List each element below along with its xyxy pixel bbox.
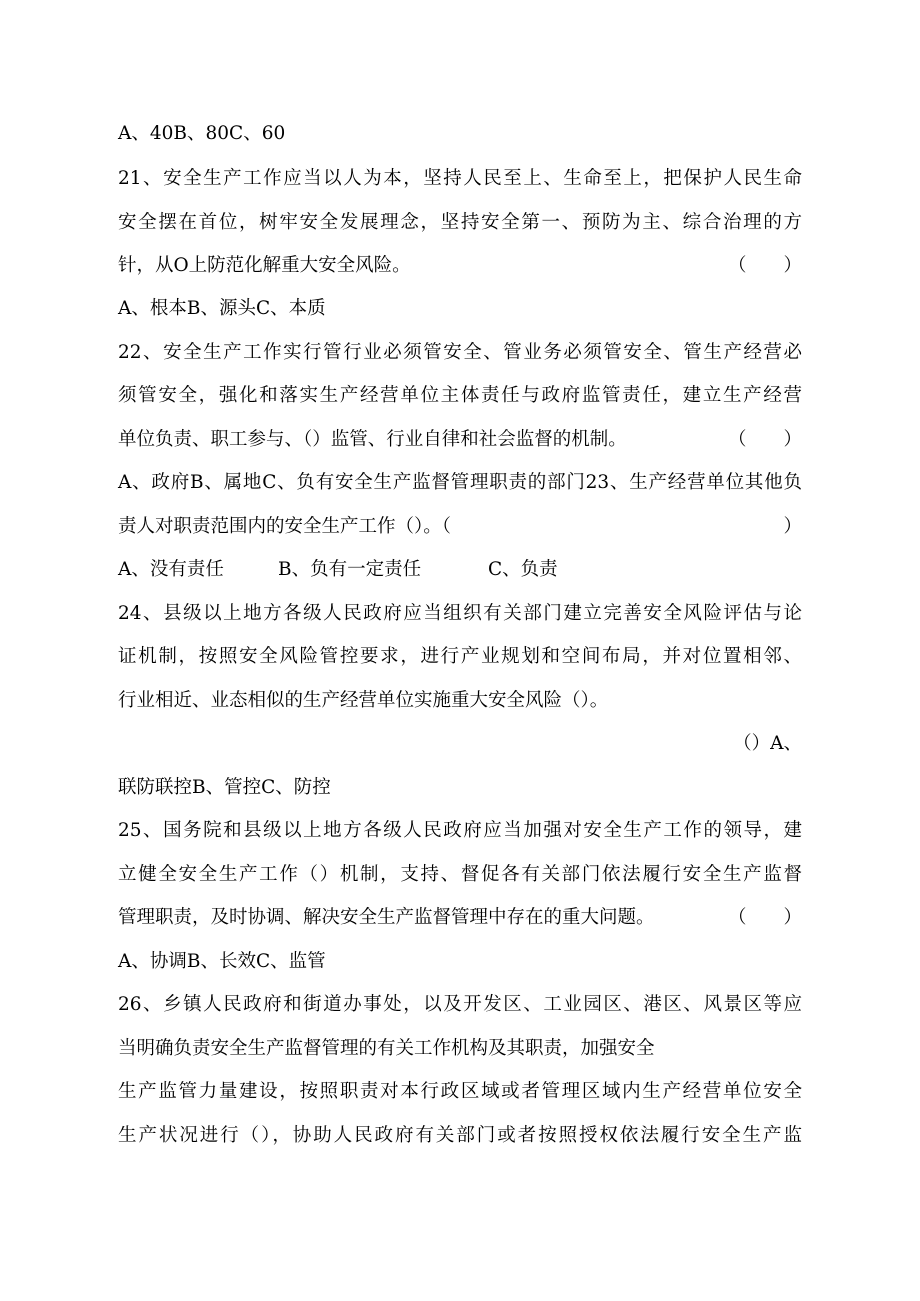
q21-text-line1: 21、安全生产工作应当以人为本，坚持人民至上、生命至上，把保护人民生命 <box>118 168 802 189</box>
q21-text-end: 针，从O上防范化解重大安全风险。 <box>118 255 411 276</box>
q21-options: A、根本B、源头C、本质 <box>118 298 326 319</box>
q26-text-line3: 生产监管力量建设，按照职责对本行政区域或者管理区域内生产经营单位安全 <box>118 1081 802 1102</box>
q25-text-line2: 立健全安全生产工作（）机制，支持、督促各有关部门依法履行安全生产监督 <box>118 864 802 885</box>
q24-options: 联防联控B、管控C、防控 <box>118 777 331 798</box>
q22-options-q23-text: A、政府B、属地C、负有安全生产监督管理职责的部门23、生产经营单位其他负 <box>118 472 802 493</box>
q25-answer-bracket: （ ） <box>727 907 802 928</box>
q23-option-a: A、没有责任 <box>118 559 224 580</box>
q23-option-c: C、负责 <box>488 559 558 580</box>
q21-text-line2: 安全摆在首位，树牢安全发展理念，坚持安全第一、预防为主、综合治理的方 <box>118 212 802 233</box>
q22-text-line3: 单位负责、职工参与、（）监管、行业自律和社会监督的机制。 <box>118 429 627 450</box>
q25-options: A、协调B、长效C、监管 <box>118 951 326 972</box>
q26-text-line2: 当明确负责安全生产监督管理的有关工作机构及其职责，加强安全 <box>118 1038 655 1059</box>
q23-text-line2: 责人对职责范围内的安全生产工作（）。（ <box>118 516 452 537</box>
q20-options: A、40B、80C、60 <box>118 123 286 144</box>
q24-answer-bracket: （）A、 <box>733 733 802 754</box>
q22-answer-bracket: （ ） <box>727 429 802 450</box>
q25-text-line3: 管理职责，及时协调、解决安全生产监督管理中存在的重大问题。 <box>118 907 655 928</box>
q23-answer-bracket-close: ） <box>783 516 802 537</box>
q26-text-line4: 生产状况进行（），协助人民政府有关部门或者按照授权依法履行安全生产监 <box>118 1125 802 1146</box>
q22-text-line2: 须管安全，强化和落实生产经营单位主体责任与政府监管责任，建立生产经营 <box>118 385 802 406</box>
q24-text-line2: 证机制，按照安全风险管控要求，进行产业规划和空间布局，并对位置相邻、 <box>118 646 802 667</box>
q24-text-line3: 行业相近、业态相似的生产经营单位实施重大安全风险（）。 <box>118 690 609 711</box>
q23-option-b: B、负有一定责任 <box>278 559 422 580</box>
q25-text-line1: 25、国务院和县级以上地方各级人民政府应当加强对安全生产工作的领导，建 <box>118 820 802 841</box>
q24-text-line1: 24、县级以上地方各级人民政府应当组织有关部门建立完善安全风险评估与论 <box>118 603 802 624</box>
q22-text-line1: 22、安全生产工作实行管行业必须管安全、管业务必须管安全、管生产经营必 <box>118 342 802 363</box>
q21-answer-bracket: （ ） <box>727 255 802 276</box>
q23-options <box>118 557 802 583</box>
q26-text-line1: 26、乡镇人民政府和街道办事处，以及开发区、工业园区、港区、风景区等应 <box>118 994 802 1015</box>
